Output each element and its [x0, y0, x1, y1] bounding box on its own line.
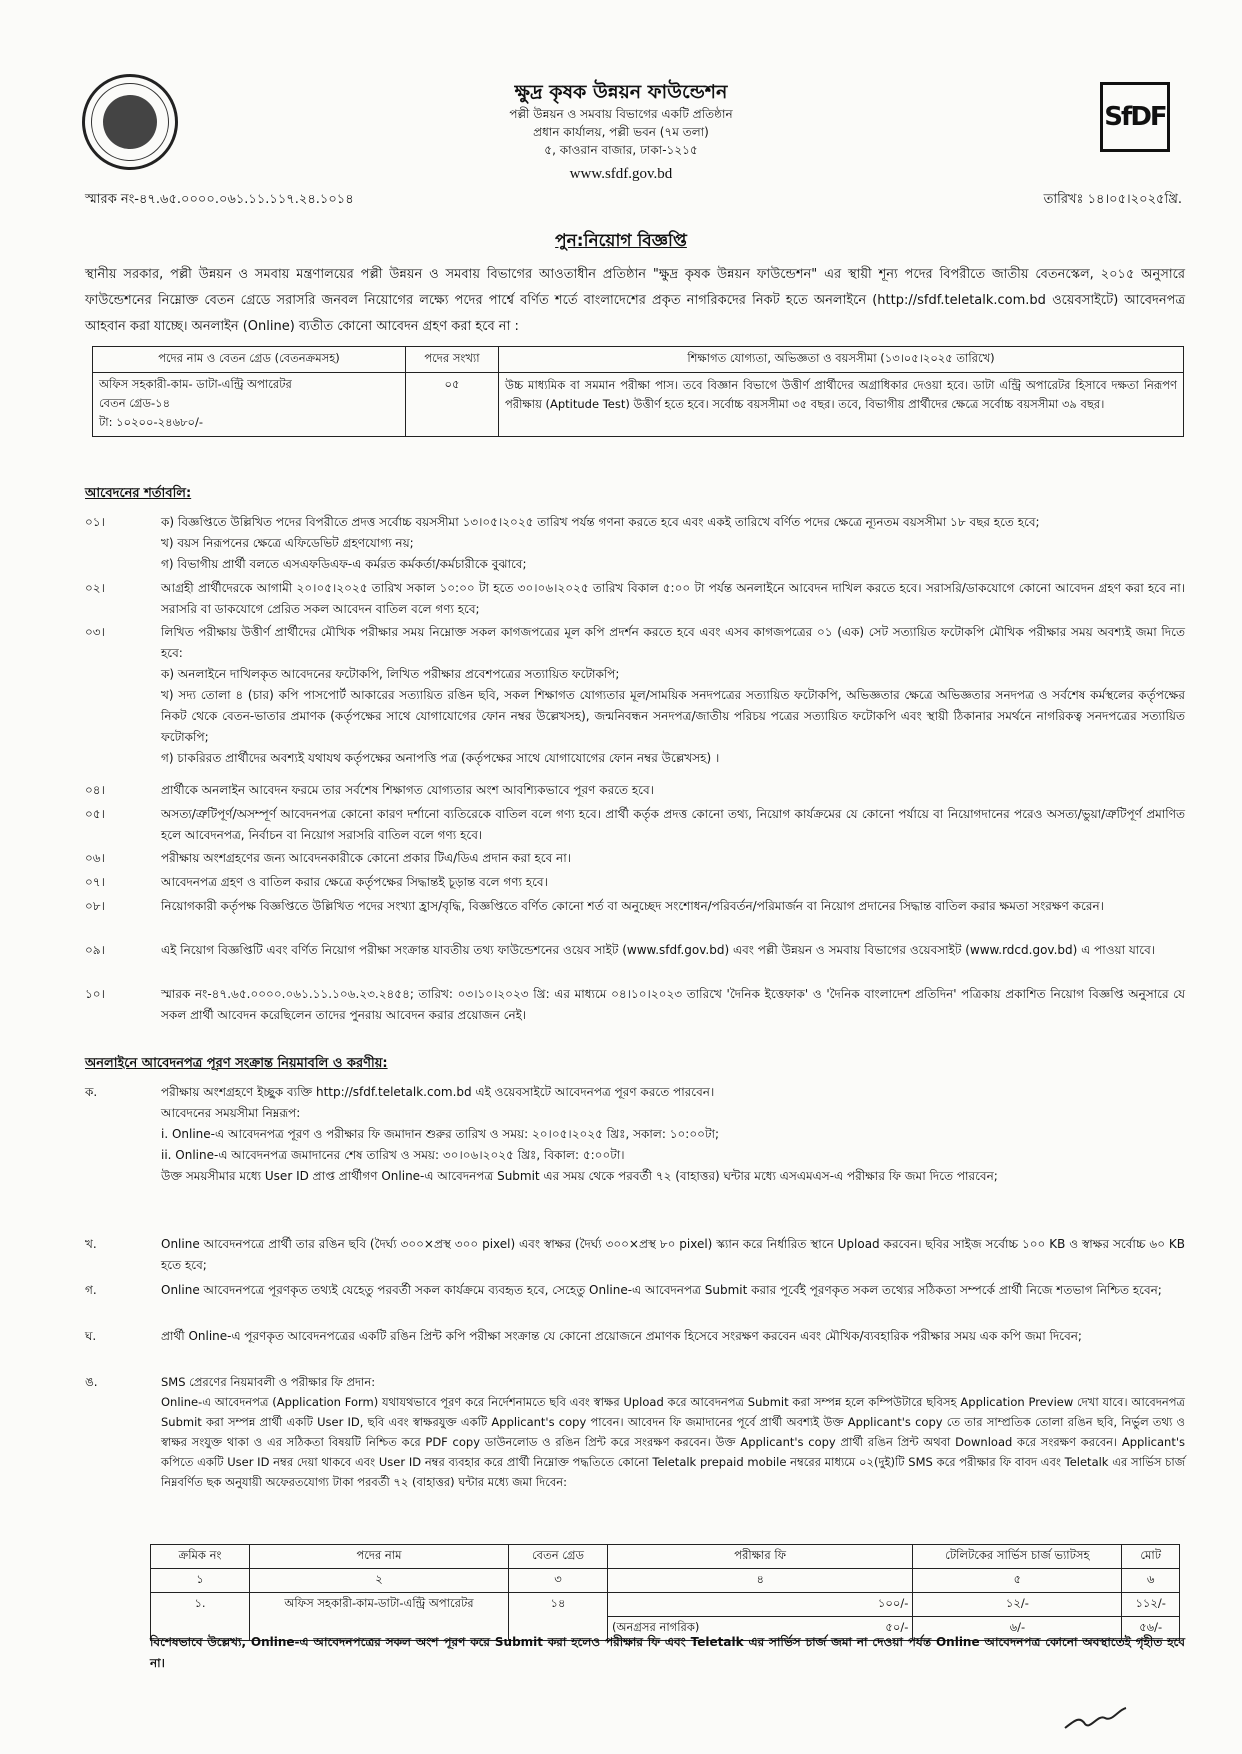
col-number: ৪	[608, 1569, 913, 1593]
total-backward: ৫৬/-	[1122, 1617, 1180, 1641]
condition-text: পরীক্ষায় অংশগ্রহণের জন্য আবেদনকারীকে কোনো প্রকার টিএ/ডিএ প্রদান করা হবে না।	[161, 851, 571, 865]
condition-number: ০৫।	[85, 807, 105, 821]
conditions-heading: আবেদনের শর্তাবলি:	[85, 486, 192, 501]
org-address-line-2: ৫, কাওরান বাজার, ঢাকা-১২১৫	[544, 143, 698, 157]
service-charge-general: ১২/-	[913, 1593, 1122, 1617]
condition-text: স্মারক নং-৪৭.৬৫.০০০০.০৬১.১১.১০৬.২৩.২৪৫৪; তারিখ: ০৩।১০।২০২৩ খ্রি: এর মাধ্যমে ০৪।১০।২০২৩ তারিখে 'দৈনিক ইত্তেফাক' ও 'দৈনিক বাংলাদেশ প্রতিদিন' পত্রিকায় প্রকাশিত নিয়োগ বিজ্ঞপ্তি অনুসারে যে সকল প্রার্থী আবেদন করেছিলেন তাদের পুনরায় আবেদন করার প্রয়োজন নেই।	[161, 987, 1185, 1022]
post-qualification: উচ্চ মাধ্যমিক বা সমমান পরীক্ষা পাস। তবে বিজ্ঞান বিভাগে উত্তীর্ণ প্রার্থীদের অগ্রাধিকার দেওয়া হবে। ডাটা এন্ট্রি অপারেটর হিসাবে দক্ষতা নিরূপণ পরীক্ষায় (Aptitude Test) উত্তীর্ণ হতে হবে। সর্বোচ্চ বয়সসীমা ৩৫ বছর। তবে, বিভাগীয় প্রার্থীদের ক্ষেত্রে সর্বোচ্চ বয়সসীমা ৩৯ বছর।	[499, 373, 1184, 437]
post-grade: বেতন গ্রেড-১৪	[99, 396, 171, 410]
service-charge-backward: ৬/-	[913, 1617, 1122, 1641]
condition-number: ০৬।	[85, 851, 105, 865]
fee-grade: ১৪	[509, 1593, 608, 1641]
online-item-text: SMS প্রেরণের নিয়মাবলী ও পরীক্ষার ফি প্রদান: Online-এ আবেদনপত্র (Application Form) যথাযথভাবে পূরণ করে নির্দেশনামতে ছবি এবং স্বাক্ষর Upload করে আবেদনপত্র Submit করা সম্পন্ন হলে কম্পিউটারে ছবিসহ Application Preview দেখা যাবে। আবেদনপত্র Submit করা সম্পন্ন প্রার্থী একটি User ID, ছবি এবং স্বাক্ষরযুক্ত একটি Applicant's copy পাবেন। আবেদন ফি জমাদানের পূর্বে প্রার্থী অবশ্যই উক্ত Applicant's copy তে তার সাম্প্রতিক তোলা রঙিন ছবি, নির্ভুল তথ্য ও স্বাক্ষর সংযুক্ত থাকা ও এর সঠিকতা বিষয়টি নিশ্চিত করে PDF copy ডাউনলোড ও রঙিন প্রিন্ট করে সংরক্ষণ করবেন। উক্ত Applicant's copy প্রার্থী রঙিন প্রিন্ট অথবা Download করে সংরক্ষণ করবেন। Applicant's কপিতে একটি User ID নম্বর দেয়া থাকবে এবং User ID নম্বর ব্যবহার করে প্রার্থী নিম্নোক্ত পদ্ধতিতে কোনো Teletalk prepaid mobile নম্বরের মাধ্যমে ০২(দুই)টি SMS করে পরীক্ষার ফি বাবদ এবং Teletalk এর সার্ভিস চার্জ নিম্নবর্ণিত ছক অনুযায়ী অফেরতযোগ্য টাকা পরবর্তী ৭২ (বাহাত্তর) ঘন্টার মধ্যে জমা দিবেন:	[161, 1375, 1185, 1489]
online-item-label: ঘ.	[85, 1329, 97, 1343]
col-number: ৫	[913, 1569, 1122, 1593]
col-number: ২	[250, 1569, 509, 1593]
fee-serial: ১.	[151, 1593, 250, 1641]
online-heading: অনলাইনে আবেদনপত্র পূরণ সংক্রান্ত নিয়মাবলি ও করণীয়:	[85, 1056, 388, 1071]
condition-text: আগ্রহী প্রার্থীদেরকে আগামী ২০।০৫।২০২৫ তারিখ সকাল ১০:০০ টা হতে ৩০।০৬।২০২৫ তারিখ বিকাল ৫:০০ টা পর্যন্ত অনলাইনে আবেদন দাখিল করতে হবে। সরাসরি/ডাকযোগে কোনো আবেদন গ্রহণ করা হবে না। সরাসরি বা ডাকযোগে প্রেরিত সকল আবেদন বাতিল বলে গণ্য হবে;	[161, 581, 1185, 616]
total-general: ১১২/-	[1122, 1593, 1180, 1617]
conditions-list	[85, 512, 1185, 1032]
fee-post: অফিস সহকারী-কাম-ডাটা-এন্ট্রি অপারেটর	[250, 1593, 509, 1641]
condition-number: ০৯।	[85, 943, 105, 957]
post-name: অফিস সহকারী-কাম- ডাটা-এন্ট্রি অপারেটর	[99, 377, 292, 391]
online-item-text: পরীক্ষায় অংশগ্রহণে ইচ্ছুক ব্যক্তি http://sfdf.teletalk.com.bd এই ওয়েবসাইটে আবেদনপত্র পূরণ করতে পারবেন। আবেদনের সময়সীমা নিম্নরূপ: i. Online-এ আবেদনপত্র পূরণ ও পরীক্ষার ফি জমাদান শুরুর তারিখ ও সময়: ২০।০৫।২০২৫ খ্রিঃ, সকাল: ১০:০০টা; ii. Online-এ আবেদনপত্র জমাদানের শেষ তারিখ ও সময়: ৩০।০৬।২০২৫ খ্রিঃ, বিকাল: ৫:০০টা। উক্ত সময়সীমার মধ্যে User ID প্রাপ্ত প্রার্থীগণ Online-এ আবেদনপত্র Submit এর সময় থেকে পরবর্তী ৭২ (বাহাত্তর) ঘন্টার মধ্যে এসএমএস-এ পরীক্ষার ফি জমা দিতে পারবেন;	[161, 1085, 998, 1183]
notice-date: তারিখঃ ১৪।০৫।২০২৫খ্রি.	[1043, 192, 1182, 207]
condition-number: ০৩।	[85, 625, 105, 639]
col-number: ৬	[1122, 1569, 1180, 1593]
col-number: ৩	[509, 1569, 608, 1593]
post-count: ০৫	[406, 373, 499, 437]
condition-text: ক) বিজ্ঞপ্তিতে উল্লিখিত পদের বিপরীতে প্রদত্ত সর্বোচ্চ বয়সসীমা ১৩।০৫।২০২৫ তারিখ পর্যন্ত গণনা করতে হবে এবং একই তারিখে বর্ণিত পদের ক্ষেত্রে ন্যূনতম বয়সসীমা ১৮ বছর হতে হবে; খ) বয়স নিরূপনের ক্ষেত্রে এফিডেভিট গ্রহণযোগ্য নয়; গ) বিভাগীয় প্রার্থী বলতে এসএফডিএফ-এ কর্মরত কর্মকর্তা/কর্মচারীকে বুঝাবে;	[161, 515, 1040, 571]
col-qualification: শিক্ষাগত যোগ্যতা, অভিজ্ঞতা ও বয়সসীমা (১৩।০৫।২০২৫ তারিখে)	[499, 347, 1184, 373]
notice-title: পুন:নিয়োগ বিজ্ঞপ্তি	[555, 231, 687, 251]
online-item-label: ক.	[85, 1085, 98, 1099]
online-item-label: ঙ.	[85, 1375, 98, 1389]
intro-paragraph: স্থানীয় সরকার, পল্লী উন্নয়ন ও সমবায় মন্ত্রণালয়ের পল্লী উন্নয়ন ও সমবায় বিভাগের আওতাধীন প্রতিষ্ঠান "ক্ষুদ্র কৃষক উন্নয়ন ফাউন্ডেশন" এর স্থায়ী শূন্য পদের বিপরীতে জাতীয় বেতনস্কেল, ২০১৫ অনুসারে ফাউন্ডেশনের নিম্নোক্ত বেতন গ্রেডে সরাসরি জনবল নিয়োগের লক্ষ্যে পদের পার্শ্বে বর্ণিত শর্তে বাংলাদেশের প্রকৃত নাগরিকদের নিকট হতে অনলাইনে (http://sfdf.teletalk.com.bd ওয়েবসাইটে) আবেদনপত্র আহবান করা যাচ্ছে। অনলাইন (Online) ব্যতীত কোনো আবেদন গ্রহণ করা হবে না :	[85, 267, 1185, 334]
condition-text: নিয়োগকারী কর্তৃপক্ষ বিজ্ঞপ্তিতে উল্লিখিত পদের সংখ্যা হ্রাস/বৃদ্ধি, বিজ্ঞপ্তিতে বর্ণিত কোনো শর্ত বা অনুচ্ছেদ সংশোধন/পরিবর্তন/পরিমার্জন বা নিয়োগ প্রদানের সিদ্ধান্ত বাতিল করার ক্ষমতা সংরক্ষণ করেন।	[161, 899, 1104, 913]
sfdf-logo: SfDF	[1100, 82, 1170, 152]
fee-col-post: পদের নাম	[250, 1545, 509, 1569]
condition-text: আবেদনপত্র গ্রহণ ও বাতিল করার ক্ষেত্রে কর্তৃপক্ষের সিদ্ধান্তই চূড়ান্ত বলে গণ্য হবে।	[161, 875, 548, 889]
post-table	[92, 346, 1184, 437]
condition-number: ০১।	[85, 515, 105, 529]
online-item-label: গ.	[85, 1283, 97, 1297]
fee-col-total: মোট	[1122, 1545, 1180, 1569]
post-cell	[93, 373, 406, 437]
condition-number: ০২।	[85, 581, 105, 595]
footer-note: বিশেষভাবে উল্লেখ্য, Online-এ আবেদনপত্রের সকল অংশ পূরণ করে Submit করা হলেও পরীক্ষার ফি এবং Teletalk এর সার্ভিস চার্জ জমা না দেওয়া পর্যন্ত Online আবেদনপত্র কোনো অবস্থাতেই গৃহীত হবে না।	[150, 1635, 1185, 1670]
org-website: www.sfdf.gov.bd	[569, 166, 673, 182]
post-scale: টা: ১০২০০-২৪৬৮০/-	[99, 415, 204, 429]
online-instructions	[85, 1082, 1185, 1542]
fee-table	[150, 1544, 1180, 1641]
exam-fee-backward: ৫০/-	[825, 1617, 913, 1641]
backward-citizen-label: (অনগ্রসর নাগরিক)	[608, 1617, 825, 1641]
online-item-label: খ.	[85, 1237, 97, 1251]
online-item-text: প্রার্থী Online-এ পূরণকৃত আবেদনপত্রের একটি রঙিন প্রিন্ট কপি পরীক্ষা সংক্রান্ত যে কোনো প্রয়োজনে প্রমাণক হিসেবে সংরক্ষণ করবেন এবং মৌখিক/ব্যবহারিক পরীক্ষার সময় এক কপি জমা দিবেন;	[161, 1329, 1082, 1343]
fee-col-service-charge: টেলিটকের সার্ভিস চার্জ ভ্যাটসহ	[913, 1545, 1122, 1569]
online-item-text: Online আবেদনপত্রে পূরণকৃত তথ্যই যেহেতু পরবর্তী সকল কার্যক্রমে ব্যবহৃত হবে, সেহেতু Online-এ আবেদনপত্র Submit করার পূর্বেই পূরণকৃত সকল তথ্যের সঠিকতা সম্পর্কে প্রার্থী নিজে শতভাগ নিশ্চিত হবেন;	[161, 1283, 1162, 1297]
exam-fee-general: ১০০/-	[825, 1593, 913, 1617]
condition-number: ১০।	[85, 987, 105, 1001]
col-post-count: পদের সংখ্যা	[406, 347, 499, 373]
memo-number: স্মারক নং-৪৭.৬৫.০০০০.০৬১.১১.১১৭.২৪.১০১৪	[85, 192, 354, 207]
org-subtitle: পল্লী উন্নয়ন ও সমবায় বিভাগের একটি প্রতিষ্ঠান	[509, 107, 733, 121]
organization-name: ক্ষুদ্র কৃষক উন্নয়ন ফাউন্ডেশন	[514, 81, 728, 103]
condition-number: ০৮।	[85, 899, 105, 913]
fee-col-serial: ক্রমিক নং	[151, 1545, 250, 1569]
signature-mark	[1060, 1700, 1130, 1736]
fee-col-grade: বেতন গ্রেড	[509, 1545, 608, 1569]
col-number: ১	[151, 1569, 250, 1593]
org-address-line-1: প্রধান কার্যালয়, পল্লী ভবন (৭ম তলা)	[533, 125, 709, 139]
online-item-text: Online আবেদনপত্রে প্রার্থী তার রঙিন ছবি (দৈর্ঘ্য ৩০০×প্রস্থ ৩০০ pixel) এবং স্বাক্ষর (দৈর্ঘ্য ৩০০×প্রস্থ ৮০ pixel) স্ক্যান করে নির্ধারিত স্থানে Upload করবেন। ছবির সাইজ সর্বোচ্চ ১০০ KB ও স্বাক্ষর সর্বোচ্চ ৬০ KB হতে হবে;	[161, 1237, 1185, 1272]
fee-col-exam-fee: পরীক্ষার ফি	[608, 1545, 913, 1569]
condition-number: ০৭।	[85, 875, 105, 889]
condition-number: ০৪।	[85, 783, 105, 797]
condition-text: এই নিয়োগ বিজ্ঞপ্তিটি এবং বর্ণিত নিয়োগ পরীক্ষা সংক্রান্ত যাবতীয় তথ্য ফাউন্ডেশনের ওয়েব সাইট (www.sfdf.gov.bd) এবং পল্লী উন্নয়ন ও সমবায় বিভাগের ওয়েবসাইট (www.rdcd.gov.bd) এ পাওয়া যাবে।	[161, 943, 1156, 957]
condition-text: অসত্য/ত্রুটিপূর্ণ/অসম্পূর্ণ আবেদনপত্র কোনো কারণ দর্শানো ব্যতিরেকে বাতিল বলে গণ্য হবে। প্রার্থী কর্তৃক প্রদত্ত কোনো তথ্য, নিয়োগ কার্যক্রমের যে কোনো পর্যায়ে বা নিয়োগদানের পরেও অসত্য/ভুয়া/ত্রুটিপূর্ণ প্রমাণিত হলে আবেদনপত্র, নির্বাচন বা নিয়োগ সরাসরি বাতিল বলে গণ্য হবে।	[161, 807, 1185, 842]
condition-text: লিখিত পরীক্ষায় উত্তীর্ণ প্রার্থীদের মৌখিক পরীক্ষার সময় নিম্নোক্ত সকল কাগজপত্রের মূল কপি প্রদর্শন করতে হবে এবং এসব কাগজপত্রের ০১ (এক) সেট সত্যায়িত ফটোকপি মৌখিক পরীক্ষার সময় অবশ্যই জমা দিতে হবে: ক) অনলাইনে দাখিলকৃত আবেদনের ফটোকপি, লিখিত পরীক্ষার প্রবেশপত্রের সত্যায়িত ফটোকপি; খ) সদ্য তোলা ৪ (চার) কপি পাসপোর্ট আকারের সত্যায়িত রঙিন ছবি, সকল শিক্ষাগত যোগ্যতার মূল/সাময়িক সনদপত্রের সত্যায়িত ফটোকপি, অভিজ্ঞতার ক্ষেত্রে অভিজ্ঞতার সনদপত্র ও সর্বশেষ কর্মস্থলের কর্তৃপক্ষের নিকট থেকে বেতন-ভাতার প্রমাণক (কর্তৃপক্ষের সাথে যোগাযোগের ফোন নম্বর উল্লেখসহ), জন্মনিবন্ধন সনদপত্র/জাতীয় পরিচয় পত্রের সত্যায়িত ফটোকপি এবং স্থায়ী ঠিকানার সমর্থনে নাগরিকত্ব সনদপত্রের সত্যায়িত ফটোকপি; গ) চাকরিরত প্রার্থীদের অবশ্যই যথাযথ কর্তৃপক্ষের অনাপত্তি পত্র (কর্তৃপক্ষের সাথে যোগাযোগের ফোন নম্বর উল্লেখসহ) ।	[161, 625, 1185, 765]
col-post-name: পদের নাম ও বেতন গ্রেড (বেতনক্রমসহ)	[93, 347, 406, 373]
condition-text: প্রার্থীকে অনলাইন আবেদন ফরমে তার সর্বশেষ শিক্ষাগত যোগ্যতার অংশ আবশ্যিকভাবে পূরণ করতে হবে।	[161, 783, 654, 797]
